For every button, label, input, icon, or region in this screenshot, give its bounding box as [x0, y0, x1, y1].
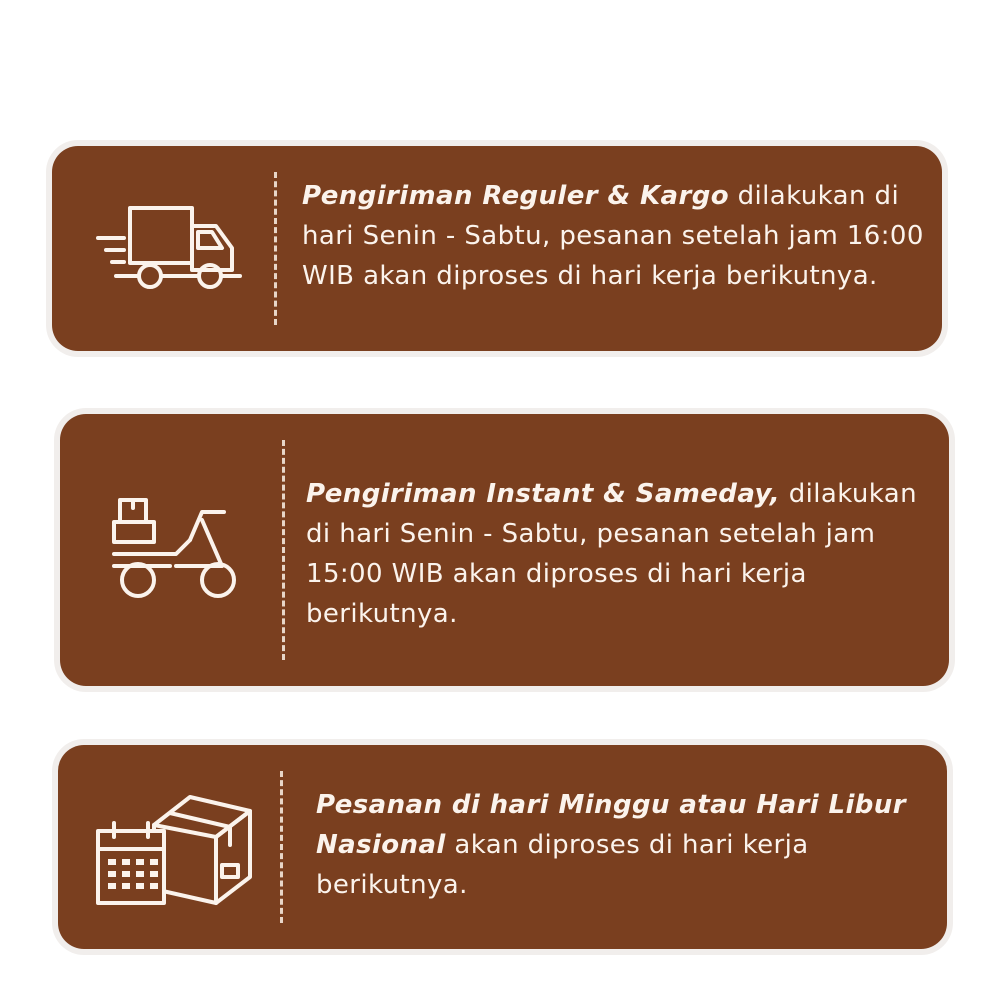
sunday-holiday-card	[58, 745, 947, 949]
card-title: Pengiriman Instant & Sameday,	[306, 479, 781, 509]
card-text	[306, 474, 946, 634]
dashed-divider	[274, 172, 277, 325]
dashed-divider	[282, 440, 285, 660]
card-title: Pengiriman Reguler & Kargo	[302, 181, 729, 211]
instant-sameday-card	[60, 414, 949, 686]
card-title: Pesanan di hari Minggu atau Hari Libur Nasional	[316, 790, 906, 860]
card-description: dilakukan di hari Senin - Sabtu, pesanan setelah jam 15:00 WIB akan diproses di hari kerja berikutnya.	[306, 479, 917, 629]
card-text	[302, 176, 942, 296]
regular-cargo-card	[52, 146, 942, 351]
dashed-divider	[280, 771, 283, 923]
delivery-scooter-icon	[110, 496, 240, 606]
card-text	[316, 785, 956, 905]
card-description: dilakukan di hari Senin - Sabtu, pesanan setelah jam 16:00 WIB akan diproses di hari kerja berikutnya.	[302, 181, 924, 291]
delivery-truck-icon	[92, 198, 244, 298]
card-description: akan diproses di hari kerja berikutnya.	[316, 830, 809, 900]
calendar-box-icon	[94, 785, 256, 913]
